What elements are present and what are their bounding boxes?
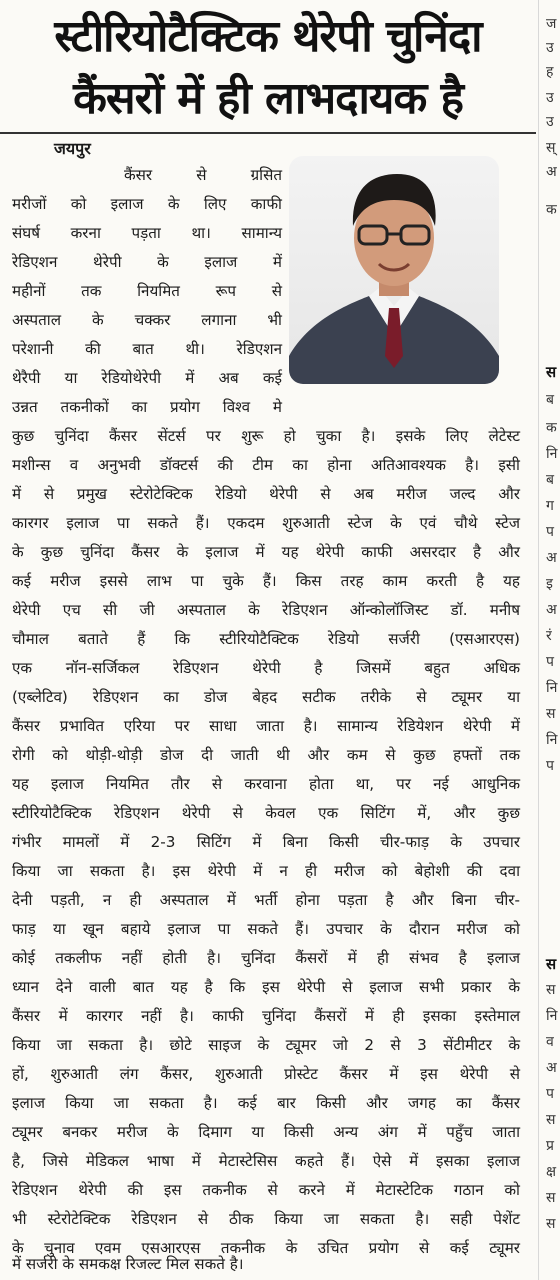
portrait-illustration bbox=[289, 156, 499, 384]
fragment-char: ब bbox=[546, 472, 554, 488]
body-line: चौमाल बताते हैं कि स्टीरियोटैक्टिक रेडियो सर्जरी (एसआरएस) bbox=[12, 630, 520, 648]
body-line: रेडिएशन थेरेपी की इस तकनीक से करने में मेटास्टेटिक गठान को bbox=[12, 1181, 520, 1199]
body-line-last: में सर्जरी के समकक्ष रिजल्ट मिल सकते है। bbox=[12, 1255, 244, 1273]
fragment-char: अ bbox=[546, 1060, 557, 1076]
body-line: संघर्ष करना पड़ता था। सामान्य bbox=[12, 224, 282, 242]
body-line: कैंसर प्रभावित एरिया पर साधा जाता है। सामान्य रेडियेशन थेरेपी में bbox=[12, 717, 520, 735]
body-line: किया जा सकता है। छोटे साइज के ट्यूमर जो 2 से 3 सेंटीमीटर के bbox=[12, 1036, 520, 1054]
body-line: एक नॉन-सर्जिकल रेडिएशन थेरेपी है जिसमें बहुत अधिक bbox=[12, 659, 520, 677]
fragment-char: स bbox=[546, 706, 556, 722]
headline-divider bbox=[0, 132, 536, 134]
fragment-char: स bbox=[546, 982, 556, 998]
fragment-char: क bbox=[546, 202, 557, 218]
fragment-char: उ bbox=[546, 114, 554, 130]
body-line: के कुछ चुनिंदा कैंसर के इलाज में यह थेरेपी काफी असरदार है और bbox=[12, 543, 520, 561]
body-line: मशीन्स व अनुभवी डॉक्टर्स की टीम का होना अतिआवश्यक है। इसी bbox=[12, 456, 520, 474]
body-line: यह इलाज नियमित तौर से करवाना होता था, पर नई आधुनिक bbox=[12, 775, 520, 793]
body-line: थेरैपी या रेडियोथेरेपी में अब कई bbox=[12, 369, 282, 387]
body-line: रोगी को थोड़ी-थोड़ी डोज दी जाती थी और कम से कुछ हफ्तों तक bbox=[12, 746, 520, 764]
body-line: मरीजों को इलाज के लिए काफी bbox=[12, 195, 282, 213]
fragment-char: उ bbox=[546, 40, 554, 56]
fragment-char: इ bbox=[546, 576, 553, 592]
fragment-char: ज bbox=[546, 16, 557, 32]
fragment-char: नि bbox=[546, 1008, 558, 1024]
fragment-char: अ bbox=[546, 164, 557, 180]
fragment-char: ग bbox=[546, 498, 554, 514]
fragment-char: स bbox=[546, 1190, 556, 1206]
fragment-char: उ bbox=[546, 90, 554, 106]
body-line: ध्यान देने वाली बात यह है कि इस थेरेपी से इलाज सभी प्रकार के bbox=[12, 978, 520, 996]
fragment-char: ब bbox=[546, 392, 554, 408]
fragment-char: स bbox=[546, 955, 557, 973]
dateline: जयपुर bbox=[54, 139, 91, 158]
doctor-portrait-photo bbox=[289, 156, 499, 384]
body-line: के चुनाव एवम एसआरएस तकनीक के उचित प्रयोग से कई ट्यूमर bbox=[12, 1239, 520, 1257]
body-line: फाड़ या खून बहाये इलाज पा सकते हैं। उपचार के दौरान मरीज को bbox=[12, 920, 520, 938]
fragment-char: स bbox=[546, 1216, 556, 1232]
fragment-char: प bbox=[546, 654, 554, 670]
fragment-char: प bbox=[546, 524, 554, 540]
body-line: किया जा सकता है। इस थेरेपी में न ही मरीज को बेहोशी की दवा bbox=[12, 862, 520, 880]
body-line: इलाज किया जा सकता है। कई बार किसी और जगह का कैंसर bbox=[12, 1094, 520, 1112]
body-line: है, जिसे मेडिकल भाषा में मेटास्टेसिस कहते हैं। ऐसे में इसका इलाज bbox=[12, 1152, 520, 1170]
body-line: महीनों तक नियमित रूप से bbox=[12, 282, 282, 300]
body-line: अस्पताल के चक्कर लगाना भी bbox=[12, 311, 282, 329]
body-line: देनी पड़ती, न ही अस्पताल में भर्ती होना पड़ता है और बिना चीर- bbox=[12, 891, 520, 909]
fragment-char: स् bbox=[546, 140, 556, 156]
fragment-char: नि bbox=[546, 680, 558, 696]
headline-line-1: स्टीरियोटैक्टिक थेरेपी चुनिंदा bbox=[54, 11, 482, 62]
fragment-char: क bbox=[546, 420, 557, 436]
body-line: में से प्रमुख स्टेरोटेक्टिक रेडियो थेरेपी से अब मरीज जल्द और bbox=[12, 485, 520, 503]
body-line: परेशानी की बात थी। रेडिएशन bbox=[12, 340, 282, 358]
body-line: कई मरीज इससे लाभ पा चुके हैं। किस तरह काम करती है यह bbox=[12, 572, 520, 590]
fragment-char: रं bbox=[546, 628, 552, 644]
fragment-char: व bbox=[546, 1034, 554, 1050]
fragment-char: अ bbox=[546, 602, 557, 618]
fragment-char: स bbox=[546, 363, 557, 381]
body-line: रेडिएशन थेरेपी के इलाज में bbox=[12, 253, 282, 271]
fragment-char: प bbox=[546, 758, 554, 774]
fragment-char: नि bbox=[546, 446, 558, 462]
body-line: भी स्टेरोटेक्टिक रेडिएशन से ठीक किया जा सकता है। सही पेशेंट bbox=[12, 1210, 520, 1228]
body-line: कोई तकलीफ नहीं होती है। चुनिंदा कैंसरों में ही संभव है इलाज bbox=[12, 949, 520, 967]
fragment-char: नि bbox=[546, 732, 558, 748]
fragment-char: प्र bbox=[546, 1138, 554, 1154]
body-line: उन्नत तकनीकों का प्रयोग विश्व मे bbox=[12, 398, 282, 416]
body-line: थेरेपी एच सी जी अस्पताल के रेडिएशन ऑन्कोलॉजिस्ट डॉ. मनीष bbox=[12, 601, 520, 619]
fragment-char: अ bbox=[546, 550, 557, 566]
body-line: कैंसर में कारगर नहीं है। काफी चुनिंदा कैंसरों में ही इसका इस्तेमाल bbox=[12, 1007, 520, 1025]
fragment-char: प bbox=[546, 1086, 554, 1102]
fragment-char: ह bbox=[546, 64, 554, 80]
body-line: कारगर इलाज पा सकते हैं। एकदम शुरुआती स्टेज के एवं चौथे स्टेज bbox=[12, 514, 520, 532]
body-line: ट्यूमर बनकर मरीज के दिमाग या किसी अन्य अंग में पहुँच जाता bbox=[12, 1123, 520, 1141]
adjacent-column-fragment bbox=[538, 0, 560, 1280]
body-line: गंभीर मामलों में 2-3 सिटिंग में बिना किसी चीर-फाड़ के उपचार bbox=[12, 833, 520, 851]
body-line: कुछ चुनिंदा कैंसर सेंटर्स पर शुरू हो चुका है। इसके लिए लेटेस्ट bbox=[12, 427, 520, 445]
fragment-char: क्ष bbox=[546, 1164, 557, 1180]
body-line: कैंसर से ग्रसित bbox=[124, 166, 282, 184]
body-line: स्टीरियोटैक्टिक रेडिएशन थेरेपी से केवल एक सिटिंग में, और कुछ bbox=[12, 804, 520, 822]
fragment-char: स bbox=[546, 1112, 556, 1128]
body-line: (एब्लेटिव) रेडिएशन का डोज बेहद सटीक तरीके से ट्यूमर या bbox=[12, 688, 520, 706]
body-line: हों, शुरुआती लंग कैंसर, शुरुआती प्रोस्टेट कैंसर में इस थेरेपी से bbox=[12, 1065, 520, 1083]
headline-line-2: कैंसरों में ही लाभदायक है bbox=[73, 73, 463, 124]
